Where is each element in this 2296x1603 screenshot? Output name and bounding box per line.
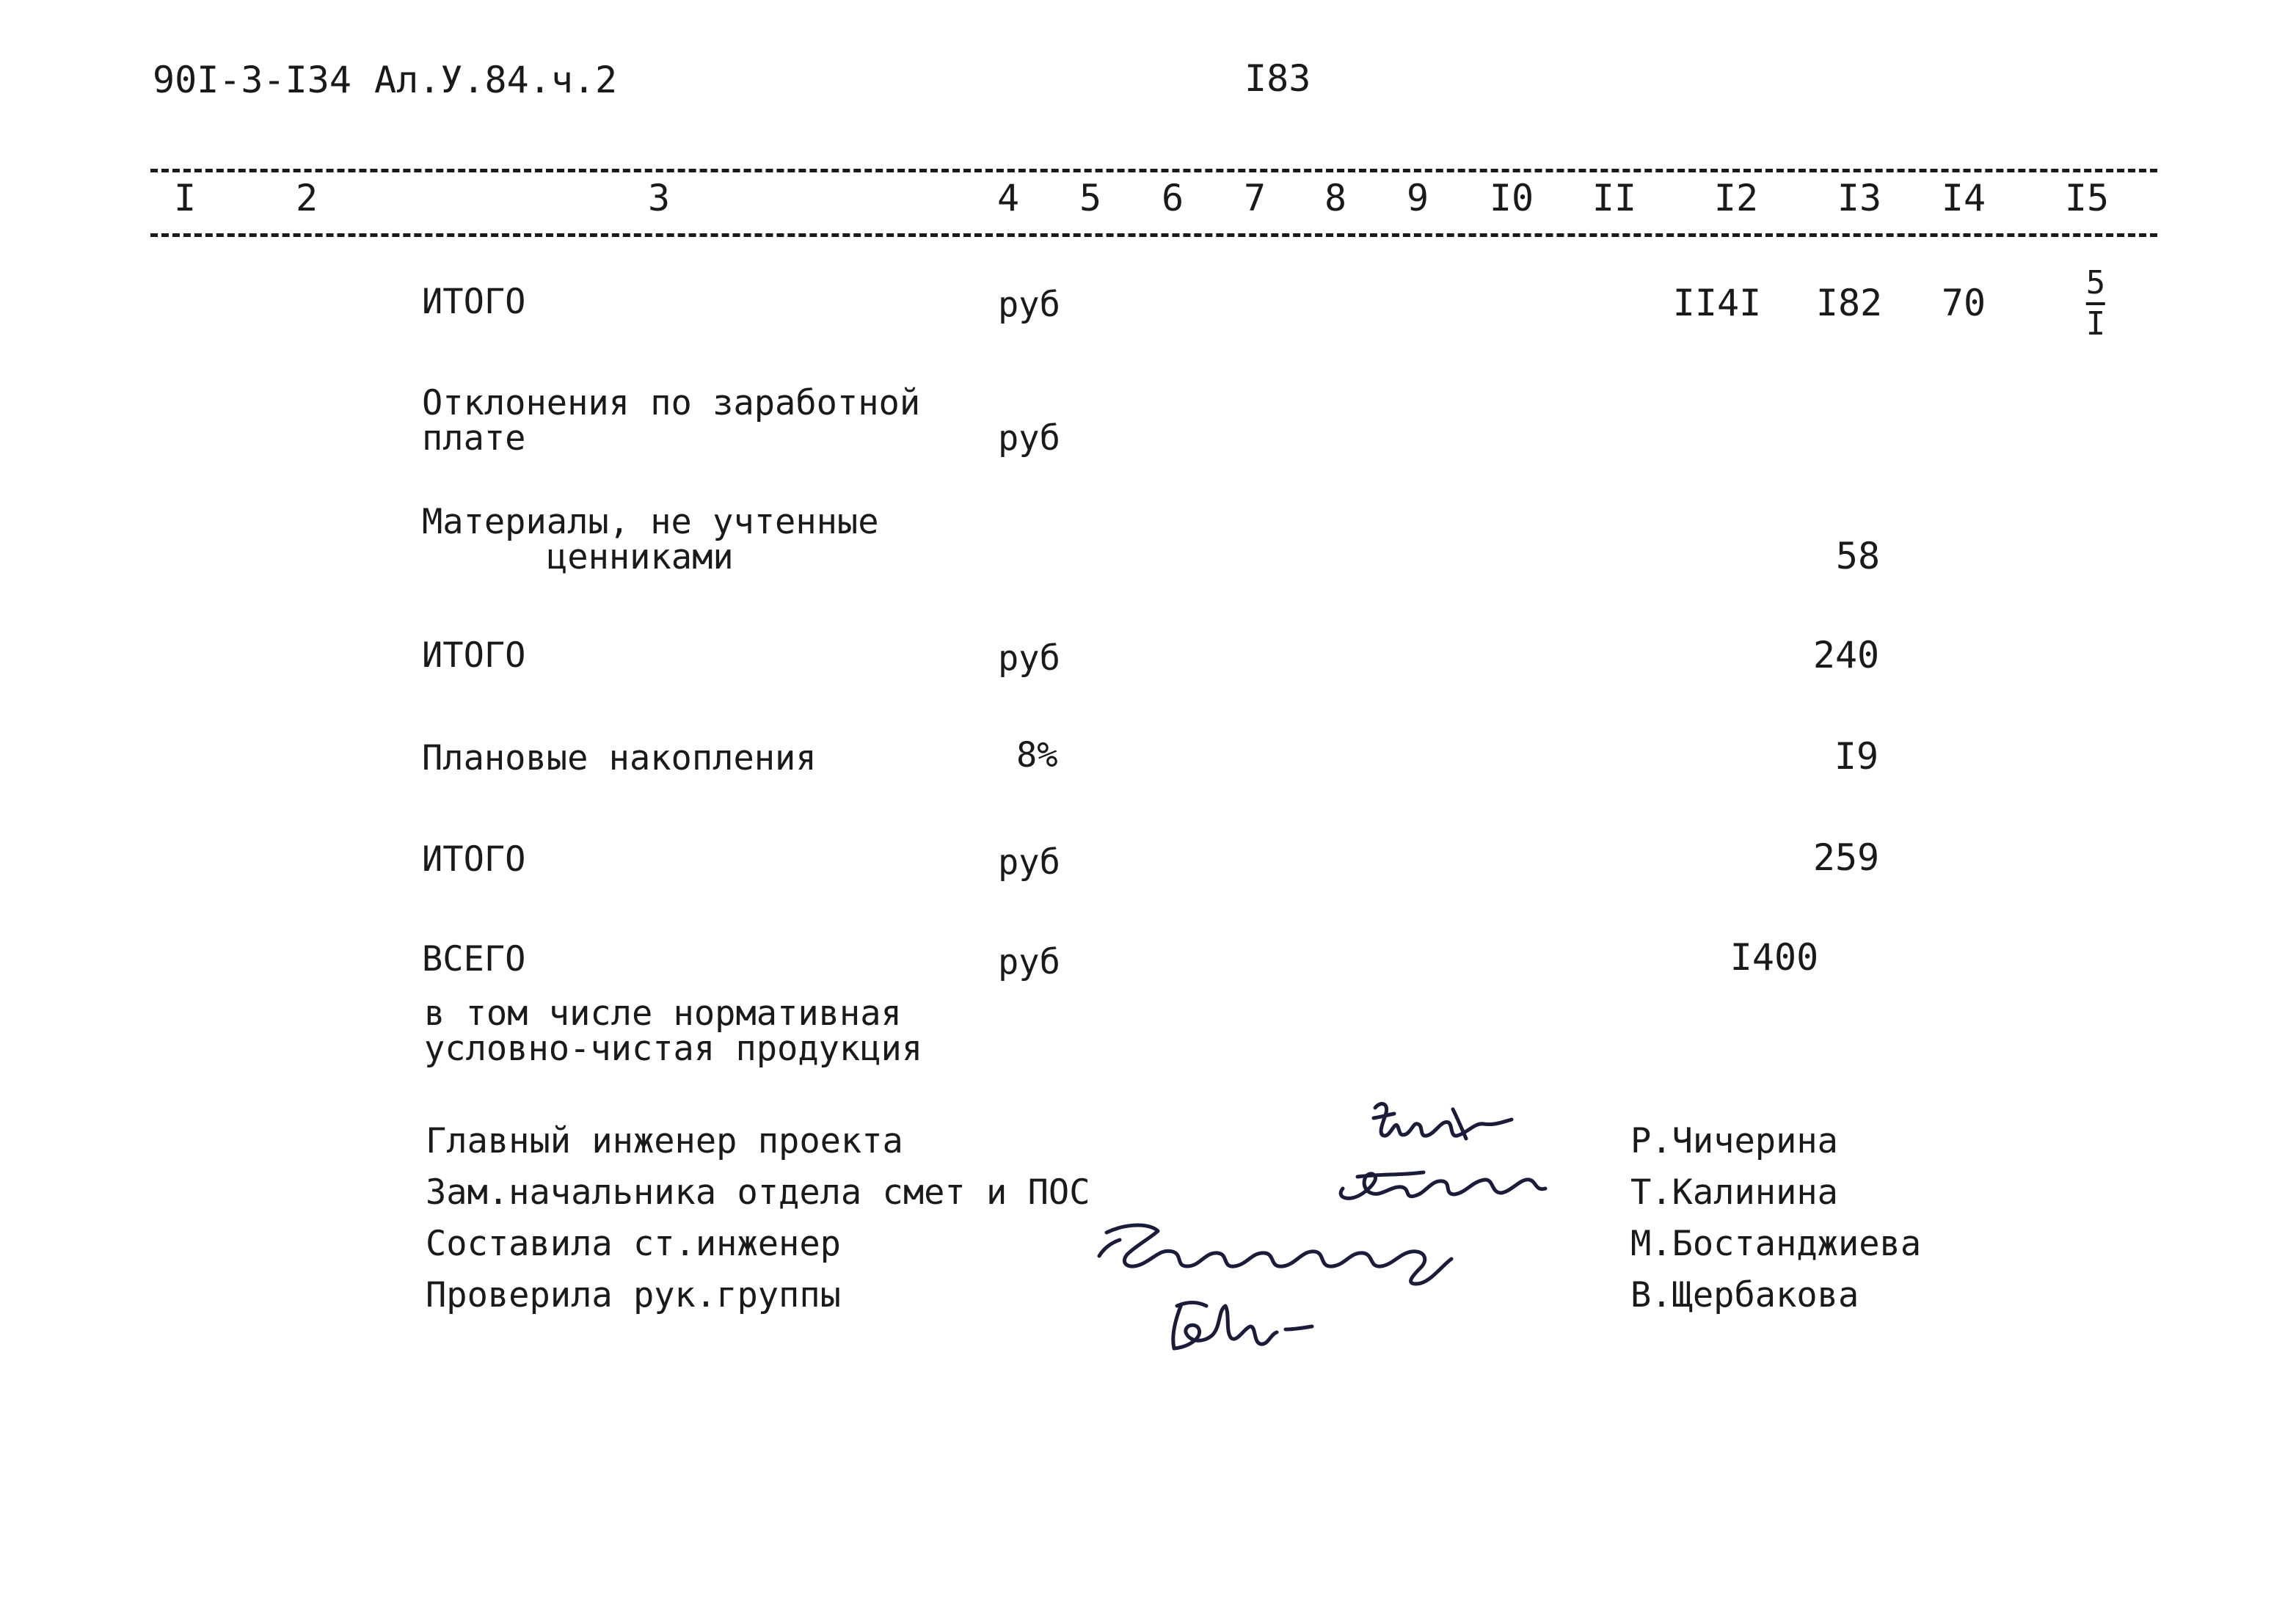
page-number: I83	[1244, 57, 1311, 100]
signature-role: Составила ст.инженер	[426, 1224, 841, 1264]
table-top-rule	[150, 169, 2157, 172]
row-label-line-2: условно-чистая продукция	[424, 1029, 923, 1069]
row-label: ИТОГО	[422, 839, 526, 880]
column-number: 5	[1079, 177, 1102, 219]
cell-col-12: II4I	[1672, 282, 1762, 324]
signature-role: Зам.начальника отдела смет и ПОС	[426, 1172, 1090, 1213]
row-unit: руб	[998, 285, 1060, 325]
fraction-numerator: 5	[2085, 264, 2106, 302]
column-number: 8	[1324, 177, 1347, 219]
column-number: I2	[1713, 177, 1759, 219]
cell-col-13: 58	[1835, 535, 1881, 577]
table-header-rule	[150, 233, 2157, 237]
cell-col-13: 240	[1812, 634, 1880, 676]
album-reference: Ал.У.84.ч.2	[374, 59, 618, 101]
column-number: I3	[1837, 177, 1882, 219]
cell-col-14: 70	[1941, 282, 1986, 324]
signature-name: М.Бостанджиева	[1630, 1224, 1922, 1264]
cell-col-13: I82	[1815, 282, 1883, 324]
row-label: ИТОГО	[422, 635, 526, 676]
column-number: 9	[1406, 177, 1429, 219]
row-label: ИТОГО	[422, 282, 526, 322]
cell-col-13: 259	[1812, 836, 1880, 879]
column-number: 6	[1161, 177, 1184, 219]
row-unit: руб	[998, 942, 1060, 982]
column-number: 4	[996, 177, 1020, 219]
column-number: I4	[1941, 177, 1986, 219]
document-code: 90I-3-I34	[153, 59, 351, 101]
handwritten-signature	[1328, 1159, 1556, 1218]
handwritten-signature	[1365, 1093, 1526, 1159]
signature-name: Р.Чичерина	[1630, 1121, 1838, 1161]
signature-name: Т.Калинина	[1630, 1172, 1838, 1213]
total-value: I400	[1730, 936, 1819, 979]
row-unit: руб	[998, 842, 1060, 883]
column-number: I	[173, 177, 197, 219]
column-number: 2	[295, 177, 318, 219]
row-unit: руб	[998, 418, 1060, 459]
row-label: ВСЕГО	[422, 939, 526, 979]
row-label-line-2: плате	[422, 418, 526, 459]
column-number: II	[1592, 177, 1637, 219]
column-number: I0	[1489, 177, 1534, 219]
row-label-line-1: Отклонения по заработной	[422, 383, 921, 423]
fraction-denominator: I	[2085, 305, 2106, 343]
column-number: 7	[1243, 177, 1267, 219]
signature-role: Главный инженер проекта	[426, 1121, 903, 1161]
signature-role: Проверила рук.группы	[426, 1275, 841, 1315]
handwritten-signature	[1159, 1284, 1321, 1365]
row-unit: 8%	[1016, 735, 1058, 775]
handwritten-signature	[1085, 1211, 1466, 1291]
row-label-line-1: Материалы, не учтенные	[422, 502, 879, 542]
signature-name: В.Щербакова	[1630, 1275, 1859, 1315]
column-number: 3	[647, 177, 671, 219]
row-label: Плановые накопления	[422, 738, 817, 778]
cell-col-15-fraction	[2085, 264, 2106, 343]
column-number: I5	[2064, 177, 2110, 219]
cell-col-13: I9	[1834, 735, 1879, 778]
row-label-line-2: ценниками	[547, 537, 734, 577]
row-unit: руб	[998, 638, 1060, 679]
row-label-line-1: в том числе нормативная	[424, 993, 902, 1034]
